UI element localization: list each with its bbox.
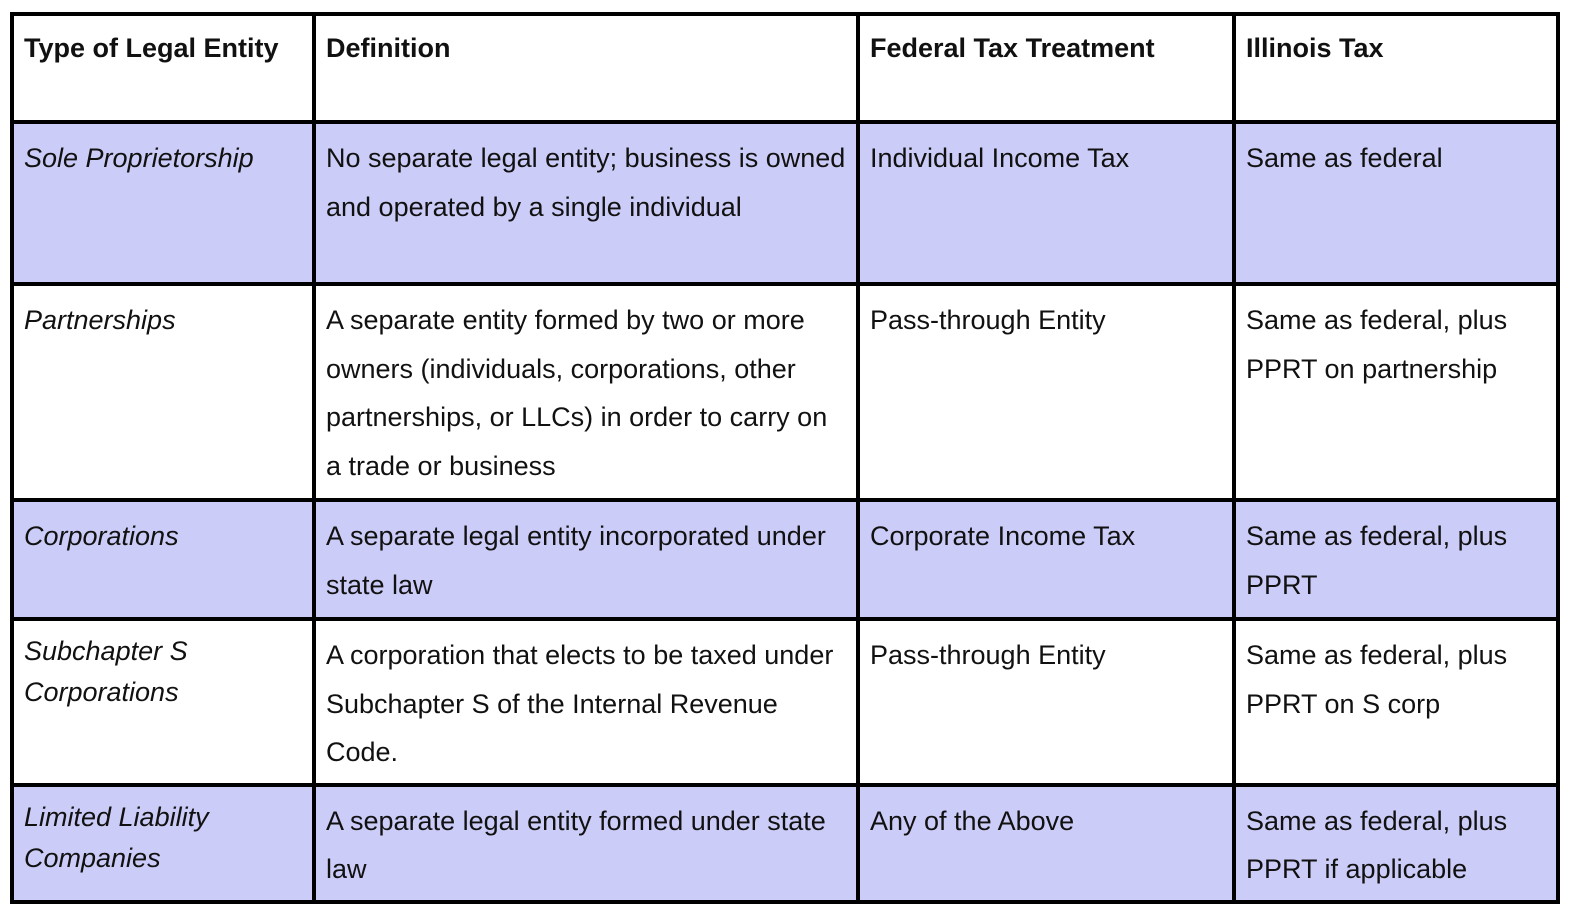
cell-illinois-tax: Same as federal, plus PPRT if applicable <box>1234 785 1558 902</box>
cell-entity-type: Sole Proprietorship <box>12 122 314 284</box>
cell-illinois-tax: Same as federal, plus PPRT on S corp <box>1234 619 1558 785</box>
cell-federal-tax: Pass-through Entity <box>858 284 1234 500</box>
cell-entity-type: Limited Liability Companies <box>12 785 314 902</box>
table-row <box>12 122 1558 284</box>
cell-illinois-tax: Same as federal, plus PPRT <box>1234 500 1558 619</box>
cell-entity-type: Partnerships <box>12 284 314 500</box>
cell-entity-type: Corporations <box>12 500 314 619</box>
entity-tax-table-container <box>10 12 1556 904</box>
table-row <box>12 619 1558 785</box>
header-illinois-tax: Illinois Tax <box>1234 14 1558 122</box>
cell-illinois-tax: Same as federal <box>1234 122 1558 284</box>
cell-federal-tax: Corporate Income Tax <box>858 500 1234 619</box>
table-row <box>12 284 1558 500</box>
cell-federal-tax: Individual Income Tax <box>858 122 1234 284</box>
table-row <box>12 500 1558 619</box>
header-entity-type: Type of Legal Entity <box>12 14 314 122</box>
cell-definition: A separate entity formed by two or more owners (individuals, corporations, other partnerships, or LLCs) in order to carry on a trade or business <box>314 284 858 500</box>
entity-tax-table <box>10 12 1560 904</box>
cell-definition: A separate legal entity incorporated under state law <box>314 500 858 619</box>
cell-illinois-tax: Same as federal, plus PPRT on partnership <box>1234 284 1558 500</box>
table-header-row <box>12 14 1558 122</box>
cell-federal-tax: Any of the Above <box>858 785 1234 902</box>
cell-definition: No separate legal entity; business is owned and operated by a single individual <box>314 122 858 284</box>
table-row <box>12 785 1558 902</box>
cell-definition: A corporation that elects to be taxed under Subchapter S of the Internal Revenue Code. <box>314 619 858 785</box>
cell-definition: A separate legal entity formed under state law <box>314 785 858 902</box>
cell-entity-type: Subchapter S Corporations <box>12 619 314 785</box>
header-definition: Definition <box>314 14 858 122</box>
header-federal-tax: Federal Tax Treatment <box>858 14 1234 122</box>
cell-federal-tax: Pass-through Entity <box>858 619 1234 785</box>
